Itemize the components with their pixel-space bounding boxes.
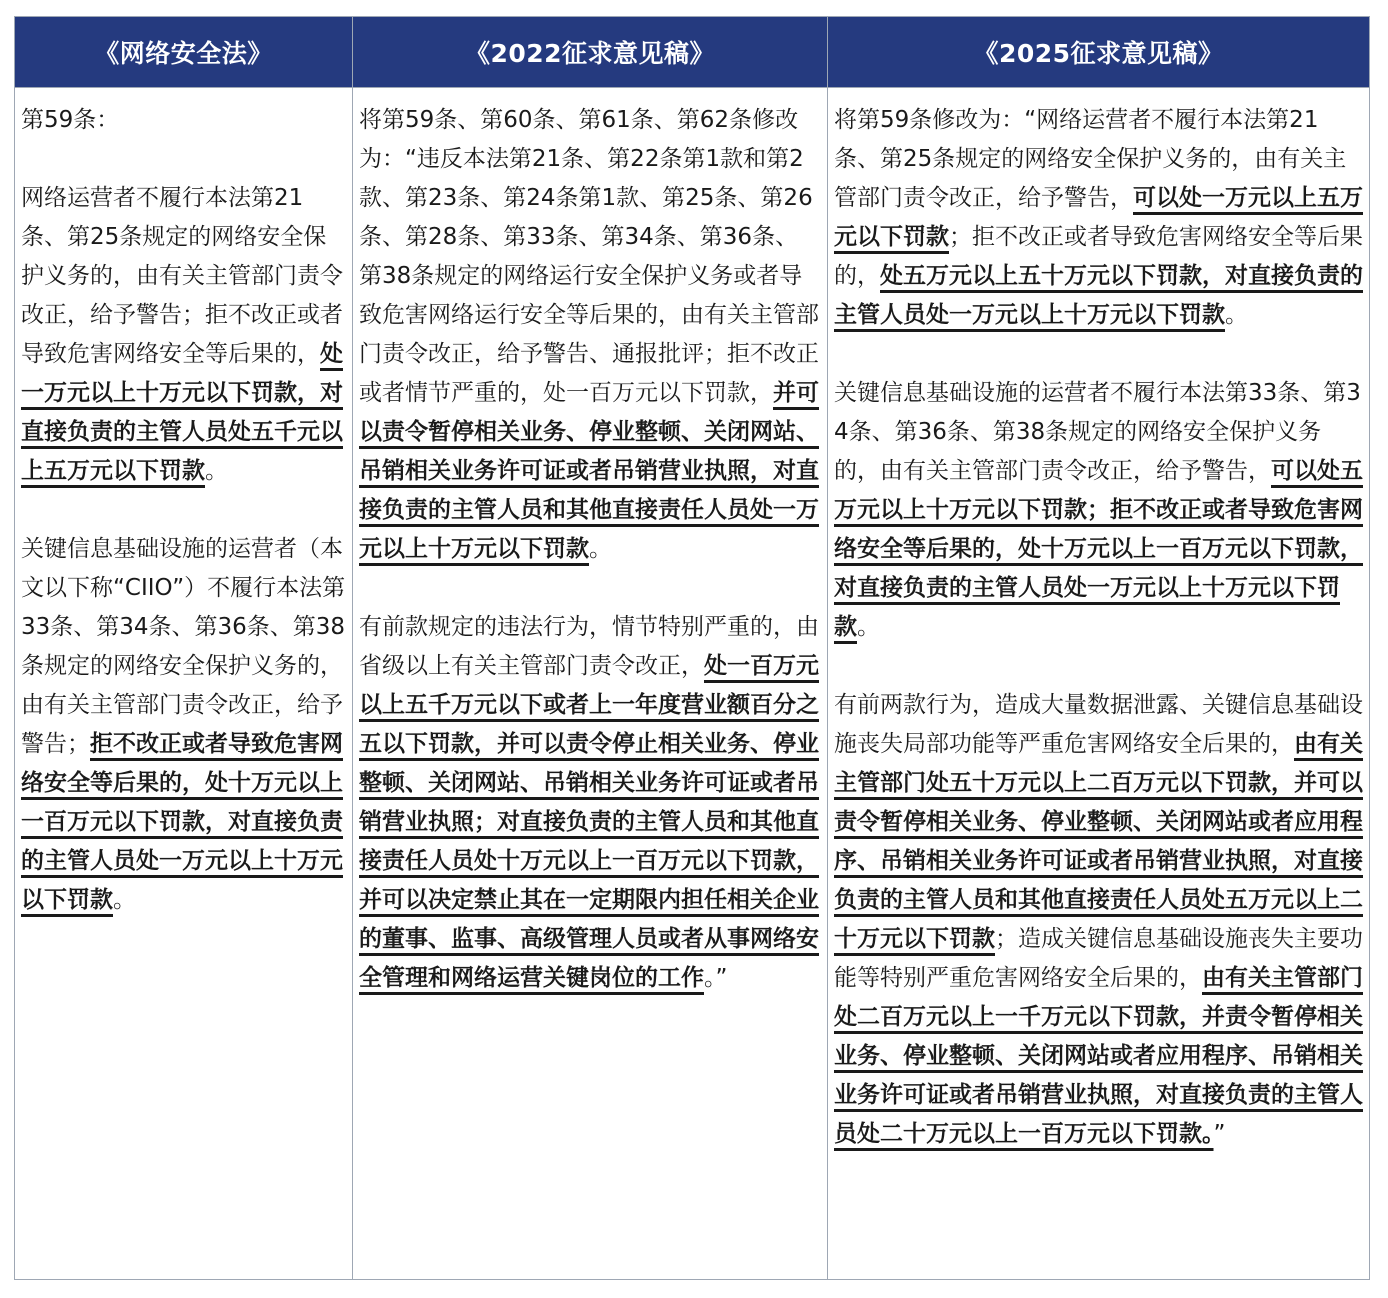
plain-text: ；造成关键信息基础设施丧失主要功能等特别严重危害网络安全后果的， (834, 926, 1363, 991)
plain-text: 网络运营者不履行本法第21条、第25条规定的网络安全保护义务的，由有关主管部门责令改正，给予警告；拒不改正或者导致危害网络安全等后果的， (21, 185, 343, 367)
cell-draft-2025 (828, 88, 1370, 1280)
emphasized-text: 处一万元以上十万元以下罚款，对直接负责的主管人员处五千元以上五万元以下罚款 (21, 341, 343, 484)
emphasized-text: 并可以责令暂停相关业务、停业整顿、关闭网站、吊销相关业务许可证或者吊销营业执照，对直接负责的主管人员和其他直接责任人员处一万元以上十万元以下罚款 (359, 380, 819, 562)
content-row (15, 88, 1370, 1280)
cell-draft-2022 (353, 88, 828, 1280)
paragraph (359, 101, 821, 569)
plain-text: ” (1213, 1121, 1226, 1147)
header-law: 《网络安全法》 (15, 17, 353, 88)
plain-text: 将第59条修改为：“网络运营者不履行本法第21条、第25条规定的网络安全保护义务的，由有关主管部门责令改正，给予警告， (834, 107, 1347, 211)
header-draft-2025: 《2025征求意见稿》 (828, 17, 1370, 88)
cell-law-text (21, 101, 346, 920)
header-row (15, 17, 1370, 88)
paragraph (21, 101, 346, 140)
plain-text: 。 (113, 887, 136, 913)
plain-text: ；拒不改正或者导致危害网络安全等后果的， (834, 224, 1363, 289)
plain-text: 。” (704, 965, 728, 991)
paragraph (834, 374, 1363, 647)
cell-draft-2022-text (359, 101, 821, 998)
plain-text: 有前款规定的违法行为，情节特别严重的，由省级以上有关主管部门责令改正， (359, 614, 819, 679)
emphasized-text: 可以处五万元以上十万元以下罚款；拒不改正或者导致危害网络安全等后果的，处十万元以上一百万元以下罚款，对直接负责的主管人员处一万元以上十万元以下罚款 (834, 458, 1363, 640)
plain-text: 将第59条、第60条、第61条、第62条修改为：“违反本法第21条、第22条第1款和第2款、第23条、第24条第1款、第25条、第26条、第28条、第33条、第34条、第36条、第38条规定的网络运行安全保护义务或者导致危害网络运行安全等后果的，由有关主管部门责令改正，给予警告、通报批评；拒不改正或者情节严重的，处一百万元以下罚款， (359, 107, 819, 406)
paragraph (21, 179, 346, 491)
emphasized-text: 处五万元以上五十万元以下罚款，对直接负责的主管人员处一万元以上十万元以下罚款 (834, 263, 1363, 328)
paragraph (834, 686, 1363, 1154)
plain-text: 。 (205, 458, 228, 484)
emphasized-text: 拒不改正或者导致危害网络安全等后果的，处十万元以上一百万元以下罚款，对直接负责的主管人员处一万元以上十万元以下罚款 (21, 731, 343, 913)
plain-text: 。 (589, 536, 612, 562)
plain-text: 关键信息基础设施的运营者不履行本法第33条、第34条、第36条、第38条规定的网络安全保护义务的，由有关主管部门责令改正，给予警告， (834, 380, 1361, 484)
emphasized-text: 由有关主管部门处二百万元以上一千万元以下罚款，并责令暂停相关业务、停业整顿、关闭网站或者应用程序、吊销相关业务许可证或者吊销营业执照，对直接负责的主管人员处二十万元以上一百万元以下罚款。 (834, 965, 1363, 1147)
comparison-table (14, 16, 1370, 1280)
plain-text: 有前两款行为，造成大量数据泄露、关键信息基础设施丧失局部功能等严重危害网络安全后果的， (834, 692, 1363, 757)
paragraph (834, 101, 1363, 335)
plain-text: 。 (857, 614, 880, 640)
plain-text: 第59条： (21, 107, 120, 133)
emphasized-text: 可以处一万元以上五万元以下罚款 (834, 185, 1363, 250)
emphasized-text: 处一百万元以上五千万元以下或者上一年度营业额百分之五以下罚款，并可以责令停止相关业务、停业整顿、关闭网站、吊销相关业务许可证或者吊销营业执照；对直接负责的主管人员和其他直接责任人员处十万元以上一百万元以下罚款，并可以决定禁止其在一定期限内担任相关企业的董事、监事、高级管理人员或者从事网络安全管理和网络运营关键岗位的工作 (359, 653, 819, 991)
header-draft-2022: 《2022征求意见稿》 (353, 17, 828, 88)
cell-draft-2025-text (834, 101, 1363, 1154)
emphasized-text: 由有关主管部门处五十万元以上二百万元以下罚款，并可以责令暂停相关业务、停业整顿、关闭网站或者应用程序、吊销相关业务许可证或者吊销营业执照，对直接负责的主管人员和其他直接责任人员处五万元以上二十万元以下罚款 (834, 731, 1363, 952)
cell-law (15, 88, 353, 1280)
plain-text: 。 (1225, 302, 1248, 328)
paragraph (359, 608, 821, 998)
plain-text: 关键信息基础设施的运营者（本文以下称“CIIO”）不履行本法第33条、第34条、第36条、第38条规定的网络安全保护义务的，由有关主管部门责令改正，给予警告； (21, 536, 346, 757)
paragraph (21, 530, 346, 920)
